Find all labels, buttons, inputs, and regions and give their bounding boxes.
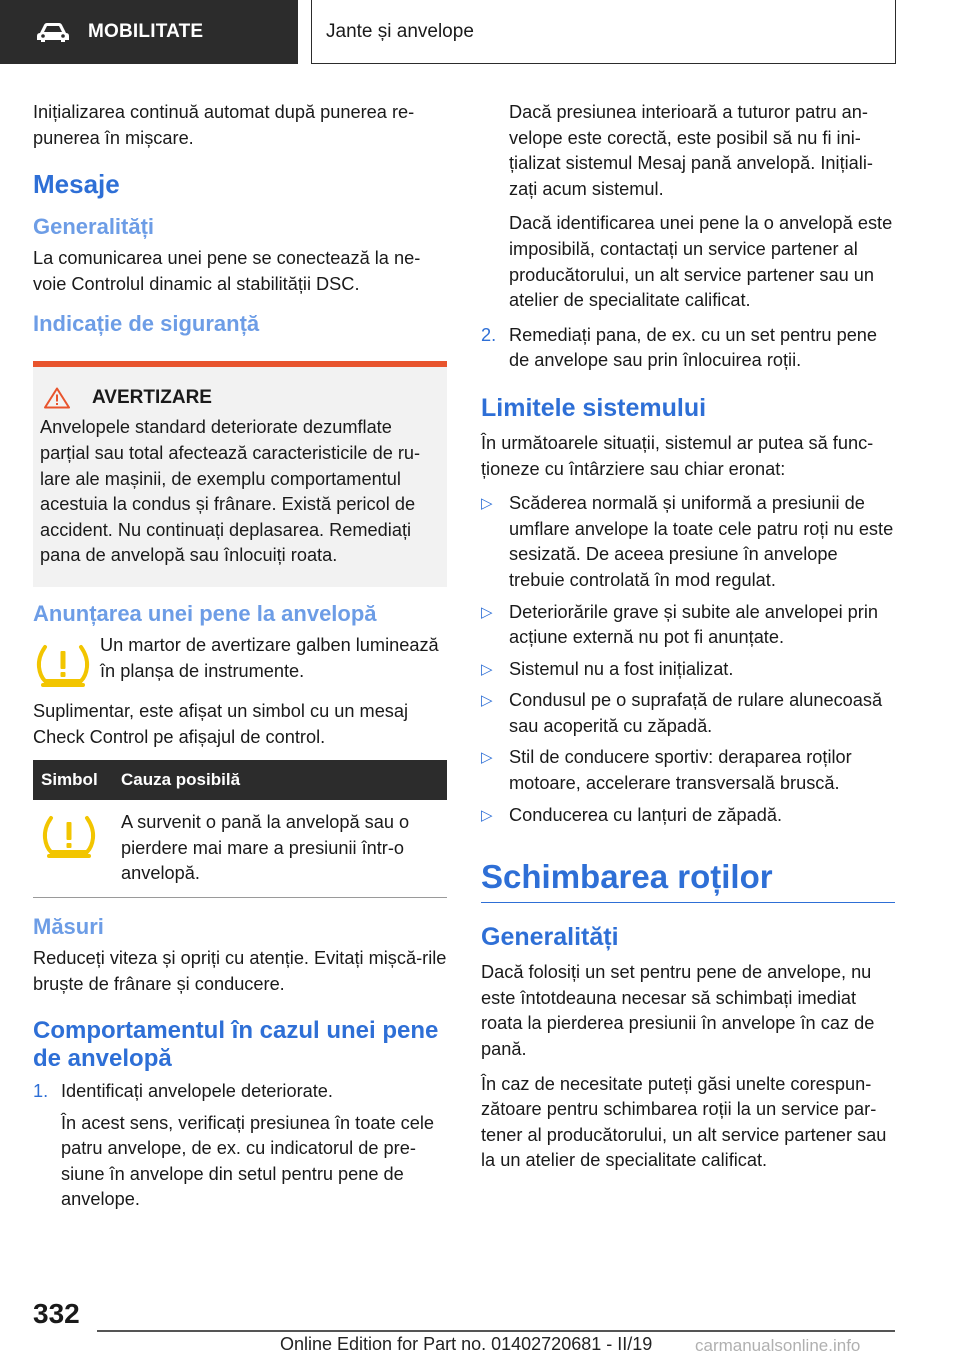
table-header-row (33, 760, 447, 800)
list-item: ▷ Stil de conducere sportiv: deraparea roților motoare, accelerare transversală bruscă. (481, 745, 895, 796)
bullet-arrow-icon: ▷ (481, 603, 493, 621)
table-header-symbol: Simbol (33, 760, 113, 800)
chapter-title: Jante și anvelope (311, 0, 896, 64)
heading-generalitati-2: Generalități (481, 923, 619, 952)
list-item: ▷ Deteriorările grave și subite ale anvelopei prin acțiune externă nu pot fi anunțate. (481, 600, 895, 651)
warning-triangle-icon (44, 387, 70, 409)
bullet-arrow-icon: ▷ (481, 495, 493, 513)
warning-label: AVERTIZARE (92, 387, 212, 409)
indicator-text: Un martor de avertizare galben luminează în planșa de instrumente. (100, 634, 439, 681)
masuri-paragraph: Reduceți viteza și opriți cu atenție. Evitați mișcă-rile bruște de frânare și conducere. (33, 947, 447, 994)
symbol-table (33, 760, 447, 898)
step-2-text: Remediați pana, de ex. cu un set pentru pene de anvelope sau prin înlocuirea roții. (509, 324, 878, 371)
heading-comportament: Comportamentul în cazul unei pene de anvelopă (33, 1017, 439, 1073)
section-tab (0, 0, 298, 64)
table-cell-cause: A survenit o pană la anvelopă sau o pierdere mai mare a presiunii într-o anvelopă. (113, 800, 447, 897)
warning-text: Anvelopele standard deteriorate dezumflate parțial sau total afectează caracteristicile de ru-lare ale mașinii, de exemplu comportamentul acestuia la condus și frânare. Există pericol de accident. Nu continuați deplasarea. Remediați pana de anvelopă sau înlocuiți roata. (40, 417, 421, 566)
warning-header (40, 387, 439, 409)
left-column (33, 100, 447, 1222)
watermark: carmanualsonline.info (695, 1336, 861, 1355)
heading-mesaje: Mesaje (33, 169, 120, 200)
step-1-text: Identificați anvelopele deteriorate. (61, 1081, 333, 1102)
heading-generalitati: Generalități (33, 214, 155, 240)
section-title: MOBILITATE (88, 21, 204, 42)
heading-safety: Indicație de siguranță (33, 311, 260, 337)
edition-note: Online Edition for Part no. 01402720681 - II/19 (280, 1334, 653, 1354)
limits-intro: În următoarele situații, sistemul ar putea să func-ționeze cu întârziere sau chiar eronat: (481, 432, 874, 479)
limits-list (481, 491, 895, 828)
page-number: 332 (33, 1298, 80, 1329)
step-1 (33, 1079, 447, 1105)
step-1-detail-2: Dacă presiunea interioară a tuturor patru an-velope este corectă, este posibil să nu fi ini-țializat sistemul Mesaj pană anvelopă. Inițiali-zați acum sistemul. (509, 102, 873, 199)
generalitati-2-paragraph-2: În caz de necesitate puteți găsi unelte corespun-zătoare pentru schimbarea roții la un service par-tener al producătorului, un alt service partener sau la un atelier de specialitate calificat. (481, 1073, 887, 1171)
table-row (33, 800, 447, 897)
warning-box (33, 361, 447, 587)
indicator-row (33, 633, 447, 689)
step-1-detail: În acest sens, verificați presiunea în toate cele patru anvelope, de ex. cu indicatorul de pre-siune în anvelope din setul pentru pene de anvelope. (61, 1112, 435, 1210)
list-item: ▷ Sistemul nu a fost inițializat. (481, 657, 895, 683)
bullet-arrow-icon: ▷ (481, 660, 493, 678)
list-item: ▷ Conducerea cu lanțuri de zăpadă. (481, 803, 895, 829)
footer-divider (97, 1330, 895, 1332)
tire-pressure-warning-icon (33, 639, 93, 689)
heading-schimbarea-rotilor: Schimbarea roților (481, 858, 895, 903)
list-item: ▷ Scăderea normală și uniformă a presiunii de umflare anvelope la toate cele patru roți nu este sesizată. De aceea presiune în anvelope trebuie controlată în mod regulat. (481, 491, 895, 593)
car-icon (36, 21, 70, 43)
step-2 (481, 323, 895, 374)
generalitati-paragraph: La comunicarea unei pene se conectează la ne-voie Controlul dinamic al stabilității DSC. (33, 248, 421, 294)
tire-pressure-warning-icon (39, 810, 99, 860)
step-1-detail-3: Dacă identificarea unei pene la o anvelopă este imposibilă, contactați un service partener al producătorului, un alt service partener sau un atelier de specialitate calificat. (509, 213, 893, 311)
heading-anuntare: Anunțarea unei pene la anvelopă (33, 600, 377, 626)
bullet-arrow-icon: ▷ (481, 806, 493, 824)
generalitati-2-paragraph-1: Dacă folosiți un set pentru pene de anvelope, nu este întotdeauna necesar să schimbați imediat roata la pierderea presiunii în anvelope în caz de pană. (481, 962, 875, 1060)
supplementary-paragraph: Suplimentar, este afișat un simbol cu un mesaj Check Control pe afișajul de control. (33, 700, 409, 747)
table-header-cause: Cauza posibilă (113, 760, 447, 800)
heading-limitele: Limitele sistemului (481, 393, 707, 422)
list-item: ▷ Condusul pe o suprafață de rulare alunecoasă sau acoperită cu zăpadă. (481, 688, 895, 739)
step-1-number: 1. (33, 1081, 49, 1102)
right-column (481, 100, 895, 1183)
bullet-arrow-icon: ▷ (481, 749, 493, 767)
table-cell-symbol (33, 800, 113, 897)
bullet-arrow-icon: ▷ (481, 692, 493, 710)
intro-paragraph: Inițializarea continuă automat după punerea re-punerea în mișcare. (33, 102, 415, 148)
step-2-number: 2. (481, 324, 497, 345)
heading-masuri: Măsuri (33, 913, 104, 939)
